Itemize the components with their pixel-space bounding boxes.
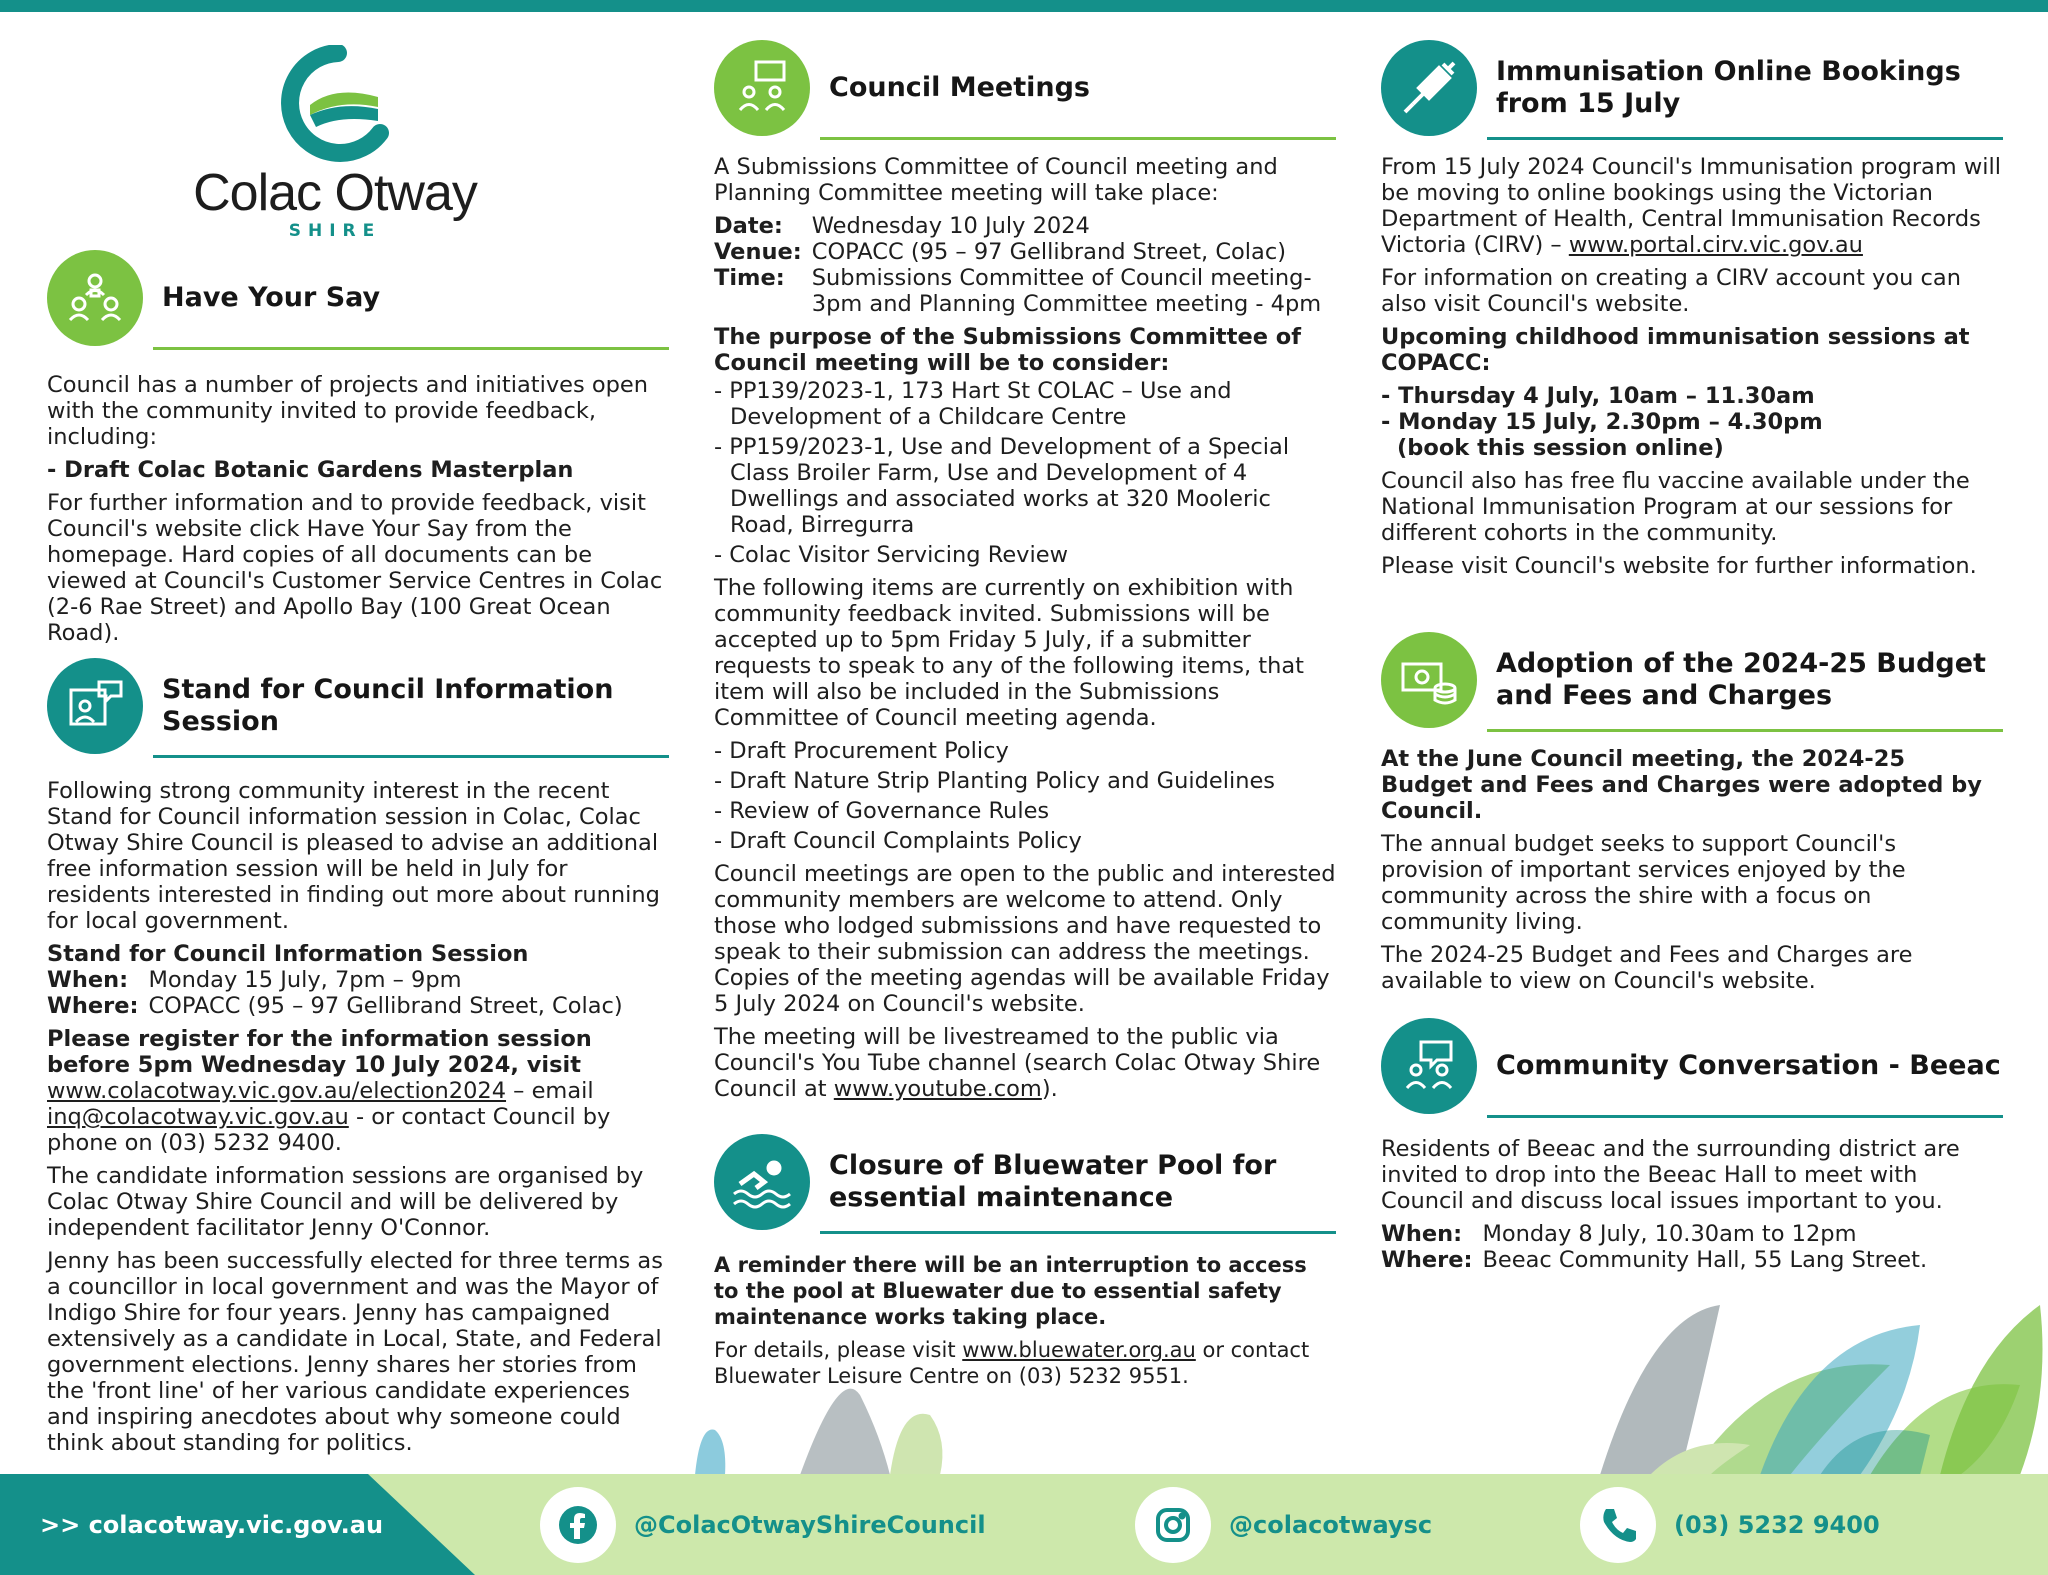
budget-section — [1381, 632, 2003, 1001]
paragraph: Council meetings are open to the public and interested community members are welcome to attend. Only those who lodged submissions and have requested to speak to their submission can address the meetings. Copies of the meeting agendas will be available Friday 5 July 2024 on Council's website. — [714, 861, 1336, 1017]
section-divider — [1487, 1115, 2003, 1118]
bluewater-link[interactable]: www.bluewater.org.au — [962, 1338, 1196, 1362]
exhibition-list — [714, 738, 1336, 854]
instagram-handle: @colacotwaysc — [1229, 1510, 1433, 1539]
section-divider — [153, 755, 669, 758]
time-label: Time: — [714, 265, 785, 291]
people-group-icon — [47, 250, 143, 346]
paragraph: Residents of Beeac and the surrounding district are invited to drop into the Beeac Hall to meet with Council and discuss local issues important to you. — [1381, 1136, 1960, 1214]
have-your-say-section — [47, 250, 669, 653]
paragraph: A Submissions Committee of Council meeting and Planning Committee meeting will take place: — [714, 154, 1278, 206]
have-your-say-title: Have Your Say — [162, 282, 381, 313]
meeting-icon — [714, 40, 810, 136]
council-meetings-title: Council Meetings — [829, 72, 1090, 103]
paragraph: For further information and to provide feedback, visit Council's website click Have Your Say from the homepage. Hard copies of all documents can be viewed at Council's Customer Service Centres in Colac (2-6 Rae Street) and Apollo Bay (100 Great Ocean Road). — [47, 490, 663, 646]
cirv-link[interactable]: www.portal.cirv.vic.gov.au — [1568, 232, 1863, 258]
logo-name: Colac Otway — [193, 164, 477, 222]
presenter-icon — [47, 658, 143, 754]
paragraph: For information on creating a CIRV account you can also visit Council's website. — [1381, 265, 1961, 317]
section-divider — [153, 347, 669, 350]
swimmer-icon — [714, 1134, 810, 1230]
venue-label: Venue: — [714, 239, 802, 265]
agenda-list — [714, 378, 1336, 568]
when-label: When: — [1381, 1221, 1463, 1247]
livestream-paragraph — [714, 1024, 1336, 1102]
paragraph: Jenny has been successfully elected for three terms as a councillor in local government and was the Mayor of Indigo Shire for four years. Jenny has campaigned extensively as a candidate in Local, State, and Federal government elections. Jenny shares her stories from the 'front line' of her various candidate experiences and inspiring anecdotes about why someone could think about standing for politics. — [47, 1248, 663, 1456]
list-item: - Draft Procurement Policy — [714, 738, 1336, 764]
paragraph: Council has a number of projects and initiatives open with the community invited to provide feedback, including: — [47, 372, 649, 450]
phone-icon — [1580, 1487, 1656, 1563]
top-bar — [0, 0, 2048, 12]
paragraph: Please visit Council's website for further information. — [1381, 553, 1977, 579]
text: For details, please visit — [714, 1338, 963, 1362]
where-value: Beeac Community Hall, 55 Lang Street. — [1482, 1247, 1928, 1273]
session-note: (book this session online) — [1397, 435, 1724, 461]
paragraph: Council also has free flu vaccine available under the National Immunisation Program at our sessions for different cohorts in the community. — [1381, 468, 1970, 546]
bluewater-title: Closure of Bluewater Pool for essential maintenance — [829, 1150, 1277, 1213]
list-item: - Draft Council Complaints Policy — [714, 828, 1336, 854]
upcoming-heading: Upcoming childhood immunisation sessions at COPACC: — [1381, 324, 1970, 376]
session-details — [47, 967, 623, 1019]
syringe-icon — [1381, 40, 1477, 136]
conversation-details — [1381, 1221, 1927, 1273]
paragraph: The following items are currently on exhibition with community feedback invited. Submissions will be accepted up to 5pm Friday 5 July, if a submitter requests to speak to any of the following items, that item will also be included in the Submissions Committee of Council meeting agenda. — [714, 575, 1304, 731]
when-label: When: — [47, 967, 129, 993]
section-divider — [1487, 729, 2003, 732]
election-link[interactable]: www.colacotway.vic.gov.au/election2024 — [47, 1078, 507, 1104]
immunisation-section — [1381, 40, 2003, 586]
paragraph: The annual budget seeks to support Council's provision of important services enjoyed by the community across the shire with a focus on community living. — [1381, 831, 1906, 935]
list-item: - Draft Nature Strip Planting Policy and Guidelines — [714, 768, 1336, 794]
list-item: - PP159/2023-1, Use and Development of a Special Class Broiler Farm, Use and Development of 4 Dwellings and associated works at 320 Mooleric Road, Birregurra — [714, 434, 1336, 538]
time-value: Submissions Committee of Council meeting- 3pm and Planning Committee meeting - 4pm — [811, 265, 1322, 317]
session-item: - Thursday 4 July, 10am – 11.30am — [1381, 383, 1815, 409]
text: or contact Bluewater Leisure Centre on (03) 5232 9551. — [714, 1338, 1310, 1388]
paragraph — [1381, 154, 2003, 258]
email-link[interactable]: inq@colacotway.vic.gov.au — [47, 1104, 349, 1130]
instagram-item[interactable] — [1135, 1474, 1432, 1575]
stand-for-council-title: Stand for Council Information Session — [162, 674, 614, 737]
text: ). — [1041, 1076, 1058, 1102]
text: From 15 July 2024 Council's Immunisation program will be moving to online bookings using the Victorian Department of Health, Central Immunisation Records Victoria (CIRV) – — [1381, 154, 2001, 258]
date-value: Wednesday 10 July 2024 — [811, 213, 1090, 239]
paragraph: Following strong community interest in the recent Stand for Council information session in Colac, Colac Otway Shire Council is pleased to advise an additional free information session will be held in July for residents interested in finding out more about running for local government. — [47, 778, 660, 934]
website-link[interactable]: >> colacotway.vic.gov.au — [40, 1510, 384, 1539]
immunisation-title: Immunisation Online Bookings from 15 July — [1496, 56, 1961, 119]
list-item: - Draft Colac Botanic Gardens Masterplan — [47, 457, 574, 483]
section-divider — [820, 137, 1336, 140]
when-value: Monday 15 July, 7pm – 9pm — [148, 967, 462, 993]
logo-emblem-icon — [280, 45, 390, 165]
footer-bar — [0, 1474, 2048, 1575]
text: - or contact Council by phone on (03) 5232 9400. — [47, 1104, 611, 1156]
logo-subtitle: SHIRE — [288, 221, 382, 241]
date-label: Date: — [714, 213, 783, 239]
conversation-section — [1381, 1018, 2003, 1280]
facebook-handle: @ColacOtwayShireCouncil — [634, 1510, 986, 1539]
colac-otway-logo — [170, 45, 500, 245]
where-label: Where: — [1381, 1247, 1473, 1273]
where-label: Where: — [47, 993, 139, 1019]
discussion-icon — [1381, 1018, 1477, 1114]
list-item: - Review of Governance Rules — [714, 798, 1336, 824]
text: – email — [506, 1078, 594, 1104]
paragraph: The 2024-25 Budget and Fees and Charges are available to view on Council's website. — [1381, 942, 1913, 994]
where-value: COPACC (95 – 97 Gellibrand Street, Colac) — [148, 993, 623, 1019]
conversation-title: Community Conversation - Beeac — [1496, 1050, 2001, 1081]
register-bold: Please register for the information session before 5pm Wednesday 10 July 2024, visit — [47, 1026, 592, 1078]
phone-item[interactable] — [1580, 1474, 1880, 1575]
youtube-link[interactable]: www.youtube.com — [833, 1076, 1042, 1102]
budget-title: Adoption of the 2024-25 Budget and Fees and Charges — [1496, 648, 1986, 711]
budget-notice: At the June Council meeting, the 2024-25 Budget and Fees and Charges were adopted by Council. — [1381, 746, 1982, 824]
section-divider — [820, 1231, 1336, 1234]
purpose-heading: The purpose of the Submissions Committee of Council meeting will be to consider: — [714, 324, 1302, 376]
session-title: Stand for Council Information Session — [47, 941, 529, 967]
instagram-icon — [1135, 1487, 1211, 1563]
bluewater-notice: A reminder there will be an interruption to access to the pool at Bluewater due to essential safety maintenance works taking place. — [714, 1253, 1307, 1329]
list-item: - Colac Visitor Servicing Review — [714, 542, 1336, 568]
venue-value: COPACC (95 – 97 Gellibrand Street, Colac) — [811, 239, 1286, 265]
stand-for-council-section — [47, 658, 669, 1463]
paragraph: The candidate information sessions are organised by Colac Otway Shire Council and will be delivered by independent facilitator Jenny O'Connor. — [47, 1163, 644, 1241]
council-meetings-section — [714, 40, 1336, 1109]
text: The meeting will be livestreamed to the public via Council's You Tube channel (search Colac Otway Shire Council at — [714, 1024, 1321, 1102]
facebook-icon — [540, 1487, 616, 1563]
phone-number: (03) 5232 9400 — [1674, 1510, 1880, 1539]
money-icon — [1381, 632, 1477, 728]
list-item: - PP139/2023-1, 173 Hart St COLAC – Use and Development of a Childcare Centre — [714, 378, 1336, 430]
foliage-illustration — [640, 1290, 2048, 1475]
when-value: Monday 8 July, 10.30am to 12pm — [1482, 1221, 1857, 1247]
section-divider — [1487, 137, 2003, 140]
meeting-details — [714, 213, 1336, 317]
facebook-item[interactable] — [540, 1474, 986, 1575]
register-paragraph — [47, 1026, 669, 1156]
session-item: - Monday 15 July, 2.30pm – 4.30pm — [1381, 409, 1823, 435]
